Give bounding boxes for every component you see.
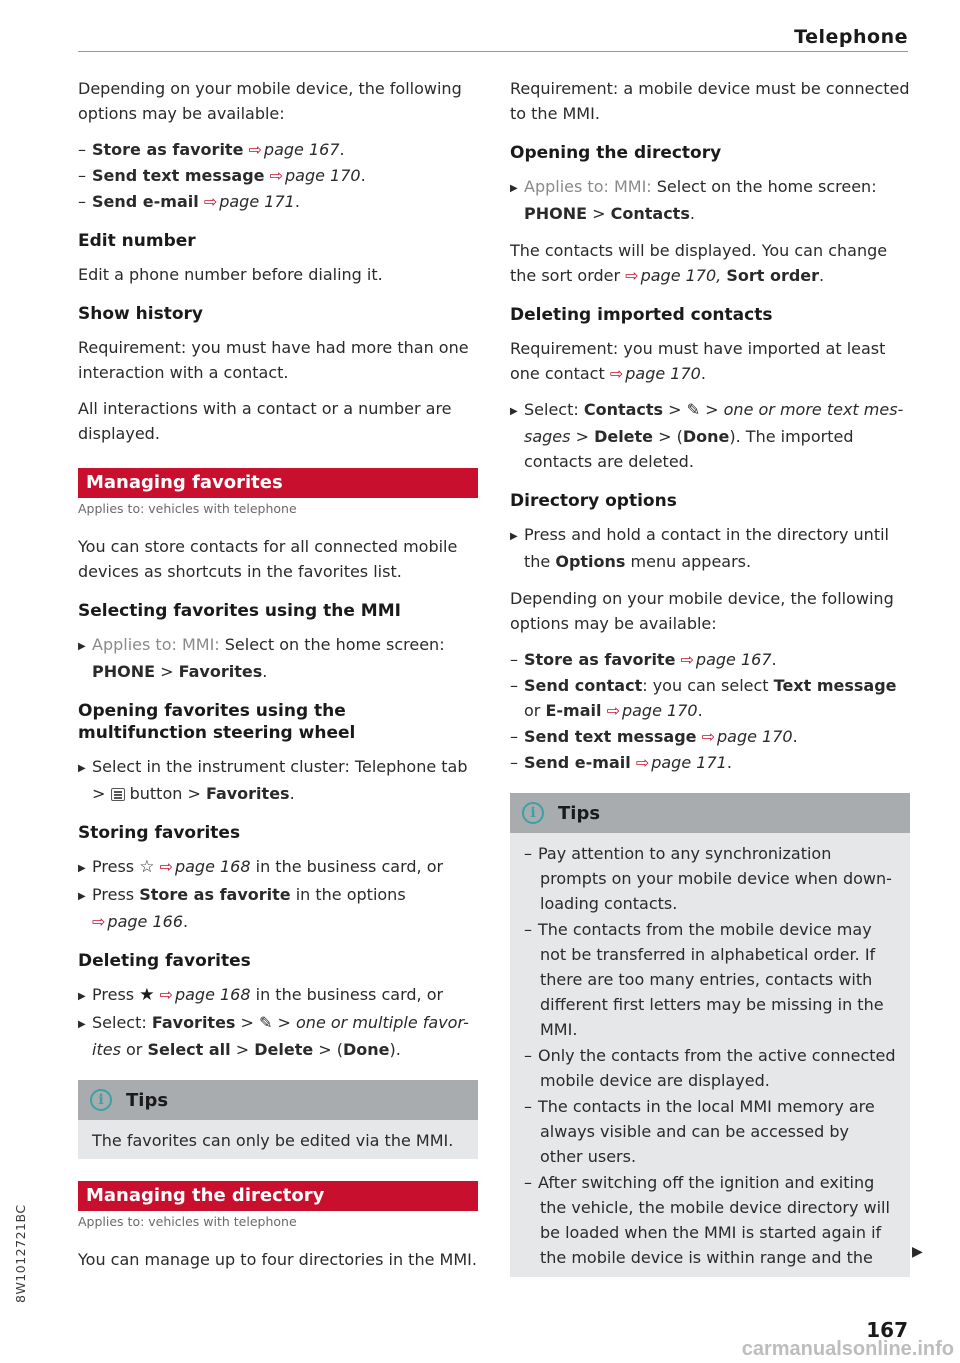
- list-item: – Send text message ⇨ page 170.: [78, 166, 366, 185]
- tips-body: The favorites can only be edited via the MMI.: [78, 1120, 478, 1159]
- list-item: – Send text message ⇨ page 170.: [510, 727, 798, 746]
- page-reference[interactable]: ⇨ page 171: [203, 192, 295, 211]
- selecting-favorites-heading: Selecting favorites using the MMI: [78, 601, 401, 621]
- document-code: 8W1012721BC: [13, 1204, 28, 1303]
- tip-item: – The contacts in the local MMI memory are always visible and can be accessed by other users.: [524, 1097, 875, 1166]
- tips-header: i Tips: [78, 1080, 478, 1120]
- step-list: [78, 854, 478, 934]
- edit-number-heading: Edit number: [78, 231, 196, 251]
- contacts-display-text: The contacts will be displayed. You can change the sort order ⇨ page 170, Sort order.: [510, 241, 888, 285]
- edit-number-text: Edit a phone number before dialing it.: [78, 265, 383, 284]
- arrow-right-icon: ⇨: [248, 140, 262, 159]
- directory-intro: You can manage up to four directories in the MMI.: [78, 1250, 477, 1269]
- opening-directory-heading: Opening the directory: [510, 143, 722, 163]
- page-reference[interactable]: ⇨ page 167: [680, 650, 772, 669]
- star-outline-icon: ☆: [139, 857, 155, 877]
- star-filled-icon: ★: [139, 985, 155, 1005]
- step-list: [78, 982, 478, 1062]
- page-reference[interactable]: ⇨ page 170,: [625, 266, 722, 285]
- storing-favorites-heading: Storing favorites: [78, 823, 241, 843]
- deleting-requirement: Requirement: you must have imported at least one contact ⇨ page 170.: [510, 339, 886, 383]
- step-item: ▶ Applies to: MMI: Select on the home screen: PHONE > Contacts.: [510, 177, 877, 223]
- step-item: ▶ Press Store as favorite in the options ⇨ page 166.: [78, 885, 406, 931]
- tip-item: – Only the contacts from the active connected mobile device are displayed.: [524, 1046, 896, 1090]
- page-reference[interactable]: ⇨ page 170: [701, 727, 793, 746]
- options-list: [78, 137, 478, 214]
- continue-arrow-icon: ▶: [912, 1244, 923, 1260]
- info-icon: i: [522, 802, 544, 824]
- step-item: ▶ Press ☆ ⇨ page 168 in the business card, or: [78, 857, 444, 877]
- step-list: [510, 522, 910, 574]
- step-item: ▶ Press and hold a contact in the directory until the Options menu appears.: [510, 525, 889, 571]
- arrow-right-icon: ⇨: [159, 857, 173, 876]
- arrow-right-icon: ⇨: [701, 727, 715, 746]
- page-reference[interactable]: ⇨ page 171: [635, 753, 727, 772]
- managing-favorites-band: Managing favorites: [78, 468, 478, 498]
- step-list: [510, 174, 910, 226]
- opening-favorites-heading: Opening favorites using the multifunction steering wheel: [78, 701, 356, 743]
- step-item: ▶ Select in the instrument cluster: Telephone tab > button > Favorites.: [78, 757, 468, 803]
- show-history-requirement: Requirement: you must have had more than one interaction with a contact.: [78, 338, 469, 382]
- tip-item: – After switching off the ignition and exiting the vehicle, the mobile device directory will be loaded when the MMI is started again if the mobile device is within range and the: [524, 1173, 890, 1267]
- favorites-intro: You can store contacts for all connected mobile devices as shortcuts in the favorites list.: [78, 537, 458, 581]
- page-reference[interactable]: ⇨ page 170: [606, 701, 698, 720]
- show-history-text: All interactions with a contact or a number are displayed.: [78, 399, 452, 443]
- arrow-right-icon: ⇨: [609, 364, 624, 383]
- applies-to-note: Applies to: vehicles with telephone: [78, 1214, 297, 1229]
- applies-to-note: Applies to: vehicles with telephone: [78, 501, 297, 516]
- page-reference[interactable]: ⇨ page 167: [248, 140, 340, 159]
- arrow-right-icon: ⇨: [635, 753, 650, 772]
- step-item: ▶ Select: Contacts > ✎ > one or more text mes-sages > Delete > (Done). The imported contacts are deleted.: [510, 400, 904, 471]
- edit-list-icon: ✎: [259, 1013, 273, 1032]
- info-icon: i: [90, 1089, 112, 1111]
- arrow-right-icon: ⇨: [203, 192, 218, 211]
- page-reference[interactable]: ⇨ page 166: [92, 912, 183, 931]
- options-list: [510, 647, 910, 775]
- page-reference[interactable]: ⇨ page 170: [269, 166, 361, 185]
- tips-box: [510, 793, 910, 1277]
- arrow-right-icon: ⇨: [680, 650, 694, 669]
- page-header-title: Telephone: [794, 26, 908, 48]
- page-reference[interactable]: ⇨ page 168: [159, 985, 251, 1004]
- list-button-icon: [111, 788, 125, 801]
- show-history-heading: Show history: [78, 304, 203, 324]
- right-column: [510, 76, 910, 1287]
- page-number: 167: [866, 1318, 908, 1342]
- list-item: – Send contact: you can select Text message or E-mail ⇨ page 170.: [510, 676, 897, 720]
- options-intro: Depending on your mobile device, the following options may be available:: [78, 79, 462, 123]
- deleting-favorites-heading: Deleting favorites: [78, 951, 251, 971]
- step-item: ▶ Applies to: MMI: Select on the home screen: PHONE > Favorites.: [78, 635, 445, 681]
- step-list: [78, 632, 478, 684]
- step-item: ▶ Select: Favorites > ✎ > one or multiple favor-ites or Select all > Delete > (Done).: [78, 1013, 469, 1059]
- header-rule: [78, 51, 908, 52]
- arrow-right-icon: ⇨: [159, 985, 173, 1004]
- page-reference[interactable]: ⇨ page 168: [159, 857, 251, 876]
- tips-box: [78, 1080, 478, 1159]
- list-item: – Send e-mail ⇨ page 171.: [78, 192, 300, 211]
- managing-directory-band: Managing the directory: [78, 1181, 478, 1211]
- directory-requirement: Requirement: a mobile device must be connected to the MMI.: [510, 79, 910, 123]
- left-column: [78, 76, 478, 1283]
- tip-item: – Pay attention to any synchronization prompts on your mobile device when down-loading contacts.: [524, 844, 892, 913]
- arrow-right-icon: ⇨: [269, 166, 283, 185]
- tips-header: i Tips: [510, 793, 910, 833]
- tip-item: – The contacts from the mobile device may not be transferred in alphabetical order. If there are too many entries, contacts with different first letters may be missing in the MMI.: [524, 920, 884, 1039]
- edit-list-icon: ✎: [686, 400, 701, 419]
- arrow-right-icon: ⇨: [625, 266, 639, 285]
- arrow-right-icon: ⇨: [92, 912, 106, 931]
- list-item: – Store as favorite ⇨ page 167.: [510, 650, 777, 669]
- page-reference[interactable]: ⇨ page 170: [609, 364, 701, 383]
- directory-options-intro: Depending on your mobile device, the following options may be available:: [510, 589, 894, 633]
- arrow-right-icon: ⇨: [606, 701, 620, 720]
- step-list: [78, 754, 478, 806]
- tips-body: [510, 833, 910, 1277]
- list-item: – Send e-mail ⇨ page 171.: [510, 753, 732, 772]
- step-list: [510, 397, 910, 474]
- list-item: – Store as favorite ⇨ page 167.: [78, 140, 345, 159]
- directory-options-heading: Directory options: [510, 491, 677, 511]
- watermark: carmanualsonline.info: [741, 1338, 954, 1360]
- step-item: ▶ Press ★ ⇨ page 168 in the business card, or: [78, 985, 444, 1005]
- deleting-imported-contacts-heading: Deleting imported contacts: [510, 305, 773, 325]
